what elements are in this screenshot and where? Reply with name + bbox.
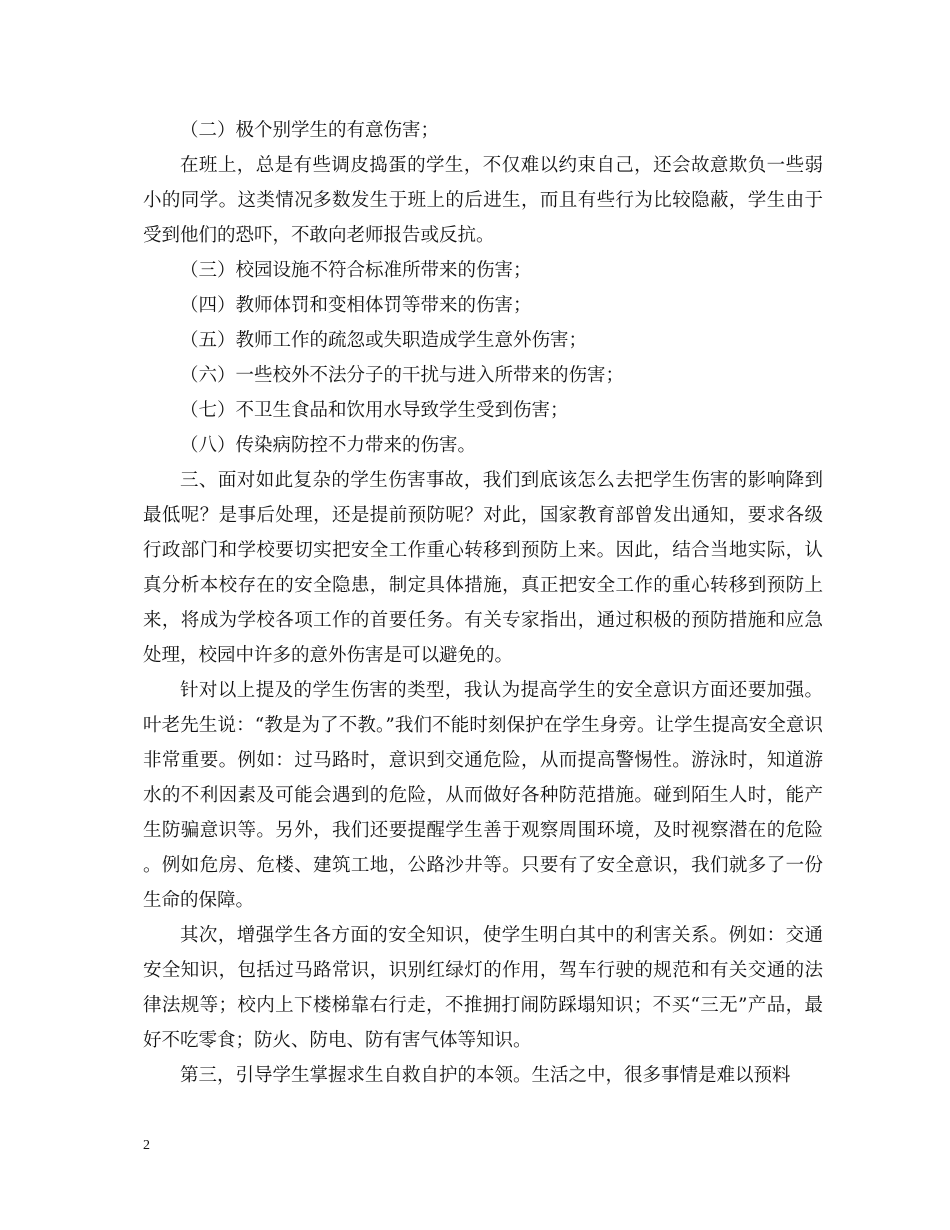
paragraph-self-rescue: 第三，引导学生掌握求生自救自护的本领。生活之中，很多事情是难以预料	[180, 1065, 791, 1086]
paragraph-item-8: （八）传染病防控不力带来的伤害。	[180, 435, 477, 456]
page-number: 2	[143, 1138, 150, 1153]
paragraph-item-5: （五）教师工作的疏忽或失职造成学生意外伤害；	[180, 330, 588, 351]
paragraph-item-4: （四）教师体罚和变相体罚等带来的伤害；	[180, 295, 532, 316]
body-text	[143, 113, 823, 1093]
paragraph-item-2: （二）极个别学生的有意伤害；	[180, 120, 440, 141]
paragraph-item-7: （七）不卫生食品和饮用水导致学生受到伤害；	[180, 400, 569, 421]
paragraph-safety-knowledge: 其次，增强学生各方面的安全知识，使学生明白其中的利害关系。例如：交通安全知识，包括过马路常识，识别红绿灯的作用，驾车行驶的规范和有关交通的法律法规等；校内上下楼梯靠右行走，不推拥打闹防踩塌知识；不买“三无”产品，最好不吃零食；防火、防电、防有害气体等知识。	[143, 925, 823, 1051]
paragraph-item-3: （三）校园设施不符合标准所带来的伤害；	[180, 260, 532, 281]
paragraph-bullying-description: 在班上，总是有些调皮捣蛋的学生，不仅难以约束自己，还会故意欺负一些弱小的同学。这类情况多数发生于班上的后进生，而且有些行为比较隐蔽，学生由于受到他们的恐吓，不敢向老师报告或反抗。	[143, 155, 823, 246]
paragraph-section-3: 三、面对如此复杂的学生伤害事故，我们到底该怎么去把学生伤害的影响降到最低呢？是事后处理，还是提前预防呢？对此，国家教育部曾发出通知，要求各级行政部门和学校要切实把安全工作重心转移到预防上来。因此，结合当地实际，认真分析本校存在的安全隐患，制定具体措施，真正把安全工作的重心转移到预防上来，将成为学校各项工作的首要任务。有关专家指出，通过积极的预防措施和应急处理，校园中许多的意外伤害是可以避免的。	[143, 470, 823, 666]
paragraph-item-6: （六）一些校外不法分子的干扰与进入所带来的伤害；	[180, 365, 625, 386]
paragraph-safety-awareness: 针对以上提及的学生伤害的类型，我认为提高学生的安全意识方面还要加强。叶老先生说：“教是为了不教。”我们不能时刻保护在学生身旁。让学生提高安全意识非常重要。例如：过马路时，意识到交通危险，从而提高警惕性。游泳时，知道游水的不利因素及可能会遇到的危险，从而做好各种防范措施。碰到陌生人时，能产生防骗意识等。另外，我们还要提醒学生善于观察周围环境，及时视察潜在的危险。例如危房、危楼、建筑工地，公路沙井等。只要有了安全意识，我们就多了一份生命的保障。	[143, 680, 823, 911]
